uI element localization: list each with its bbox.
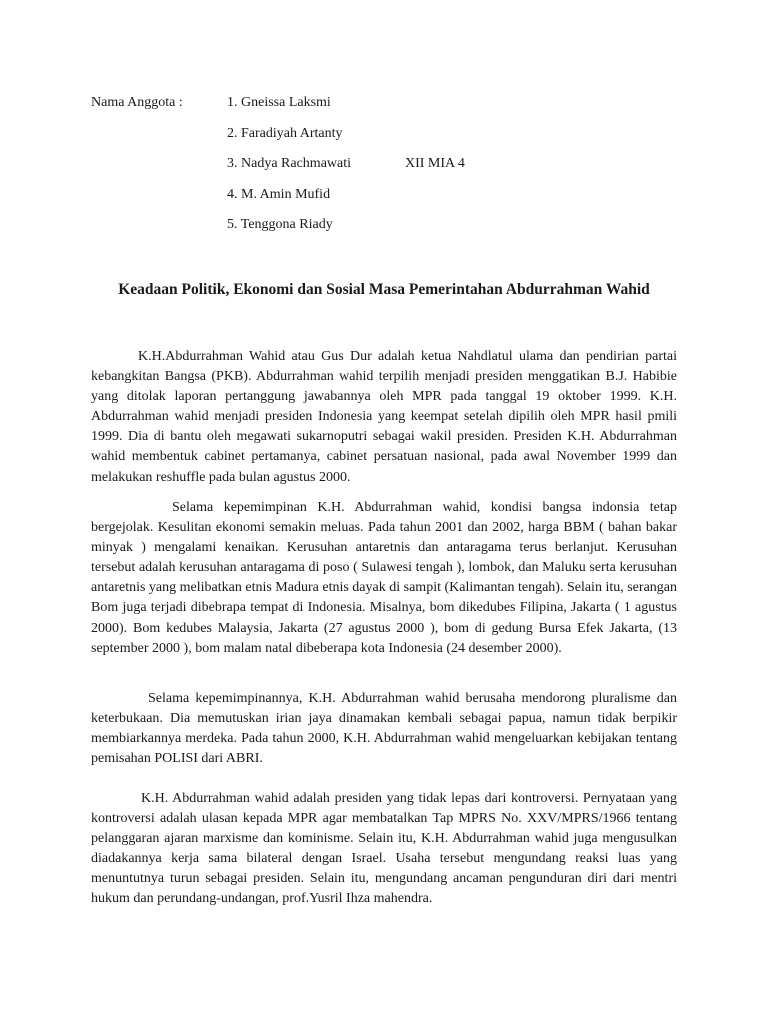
member-item: 1. Gneissa Laksmi xyxy=(227,95,331,110)
member-item: 5. Tenggona Riady xyxy=(227,217,333,232)
paragraph: Selama kepemimpinan K.H. Abdurrahman wahid, kondisi bangsa indonsia tetap bergejolak. Kesulitan ekonomi semakin meluas. Pada tahun 2001 dan 2002, harga BBM ( bahan bakar minyak ) mengalami kenaikan. Kerusuhan antaretnis dan antaragama terus berlanjut. Kerusuhan tersebut adalah kerusuhan antaragama di poso ( Sulawesi tengah ), lombok, dan Maluku serta kerusuhan antaretnis yang melibatkan etnis Madura etnis dayak di sampit (Kalimantan tengah). Selain itu, serangan Bom juga terjadi dibebrapa tempat di Indonesia. Misalnya, bom dikedubes Filipina, Jakarta ( 1 agustus 2000). Bom kedubes Malaysia, Jakarta (27 agustus 2000 ), bom di gedung Bursa Efek Jakarta, (13 september 2000 ), bom malam natal dibeberapa kota Indonesia (24 desember 2000). xyxy=(91,500,677,656)
member-item: 2. Faradiyah Artanty xyxy=(227,125,343,141)
document-title: Keadaan Politik, Ekonomi dan Sosial Masa Pemerintahan Abdurrahman Wahid xyxy=(118,281,650,298)
paragraph: K.H.Abdurrahman Wahid atau Gus Dur adalah ketua Nahdlatul ulama dan pendirian partai kebangkitan Bangsa (PKB). Abdurrahman wahid terpilih menjadi presiden menggatikan B.J. Habibie yang ditolak laporan pertanggung jawabannya oleh MPR pada tanggal 19 oktober 1999. K.H. Abdurrahman wahid menjadi presiden Indonesia yang keempat setelah dipilih oleh MPR hasil pmili 1999. Dia di bantu oleh megawati sukarnoputri sebagai wakil presiden. Presiden K.H. Abdurrahman wahid membentuk cabinet pertamanya, cabinet persatuan nasional, pada awal November 1999 dan melakukan reshuffle pada bulan agustus 2000. xyxy=(91,349,677,485)
member-item: 3. Nadya Rachmawati xyxy=(227,156,352,171)
members-label: Nama Anggota : xyxy=(91,95,183,110)
class-label: XII MIA 4 xyxy=(405,156,465,171)
paragraph: Selama kepemimpinannya, K.H. Abdurrahman wahid berusaha mendorong pluralisme dan keterbukaan. Dia memutuskan irian jaya dinamakan kembali sebagai papua, namun tidak berpikir membiarkannya merdeka. Pada tahun 2000, K.H. Abdurrahman wahid mengeluarkan kebijakan tentang pemisahan POLISI dari ABRI. xyxy=(91,691,677,767)
member-item: 4. M. Amin Mufid xyxy=(227,186,331,202)
paragraph: K.H. Abdurrahman wahid adalah presiden yang tidak lepas dari kontroversi. Pernyataan yang kontroversi adalah ulasan kepada MPR agar membatalkan Tap MPRS No. XXV/MPRS/1966 tentang pelanggaran ajaran marxisme dan kominisme. Selain itu, K.H. Abdurrahman wahid juga mengusulkan diadakannya kerja sama bilateral dengan Israel. Usaha tersebut mengundang reaksi luas yang menuntutnya turun sebagai presiden. Selain itu, mengundang ancaman pengunduran diri dari mentri hukum dan perundang-undangan, prof.Yusril Ihza mahendra. xyxy=(91,791,677,907)
